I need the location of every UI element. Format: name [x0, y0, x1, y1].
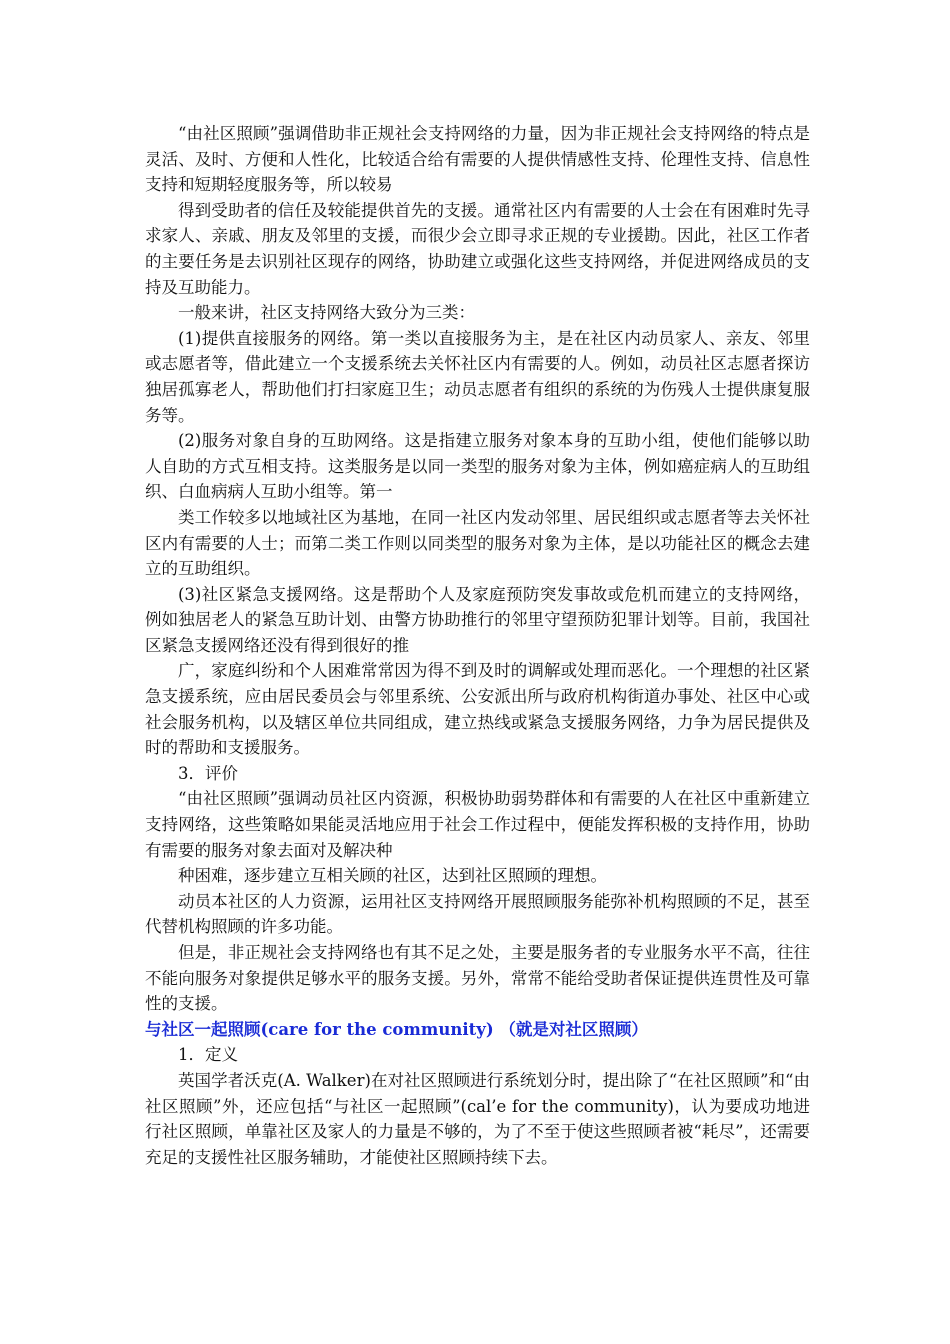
paragraph: 得到受助者的信任及较能提供首先的支援。通常社区内有需要的人士会在有困难时先寻求家人、亲戚、朋友及邻里的支援，而很少会立即寻求正规的专业援勘。因此，社区工作者的主要任务是去识别社区现存的网络，协助建立或强化这些支持网络，并促进网络成员的支持及互助能力。	[145, 200, 810, 297]
paragraph: 种困难，逐步建立互相关顾的社区，达到社区照顾的理想。	[178, 866, 607, 886]
paragraph: 动员本社区的人力资源，运用社区支持网络开展照顾服务能弥补机构照顾的不足，甚至代替机构照顾的许多功能。	[145, 891, 810, 937]
paragraph: 一般来讲，社区支持网络大致分为三类：	[178, 303, 475, 323]
section-heading: 与社区一起照顾(care for the community) （就是对社区照顾）	[145, 1019, 648, 1039]
paragraph: 但是，非正规社会支持网络也有其不足之处，主要是服务者的专业服务水平不高，往往不能向服务对象提供足够水平的服务支援。另外，常常不能给受助者保证提供连贯性及可靠性的支援。	[145, 943, 810, 1014]
paragraph: 类工作较多以地域社区为基地，在同一社区内发动邻里、居民组织或志愿者等去关怀社区内有需要的人士；而第二类工作则以同类型的服务对象为主体，是以功能社区的概念去建立的互助组织。	[145, 507, 810, 579]
paragraph: 英国学者沃克(A. Walker)在对社区照顾进行系统划分时，提出除了“在社区照顾”和“由社区照顾”外，还应包括“与社区一起照顾”(cal’e for the community)，认为要成功地进行社区照顾，单靠社区及家人的力量是不够的，为了不至于使这些照顾者被“耗尽”，还需要充足的支援性社区服务辅助，才能使社区照顾持续下去。	[145, 1070, 810, 1167]
paragraph: (2)服务对象自身的互助网络。这是指建立服务对象本身的互助小组，使他们能够以助人自助的方式互相支持。这类服务是以同一类型的服务对象为主体，例如癌症病人的互助组织、白血病病人互助小组等。第一	[145, 431, 810, 502]
section-number: 1．定义	[178, 1045, 238, 1065]
paragraph: (1)提供直接服务的网络。第一类以直接服务为主，是在社区内动员家人、亲友、邻里或志愿者等，借此建立一个支援系统去关怀社区内有需要的人。例如，动员社区志愿者探访独居孤寡老人，帮助他们打扫家庭卫生；动员志愿者有组织的系统的为伤残人士提供康复服务等。	[145, 328, 810, 425]
paragraph: 广，家庭纠纷和个人困难常常因为得不到及时的调解或处理而恶化。一个理想的社区紧急支援系统，应由居民委员会与邻里系统、公安派出所与政府机构街道办事处、社区中心或社会服务机构，以及辖区单位共同组成，建立热线或紧急支援服务网络，力争为居民提供及时的帮助和支援服务。	[145, 661, 810, 758]
document-body	[145, 121, 810, 1170]
section-number: 3．评价	[178, 763, 238, 783]
paragraph: “由社区照顾”强调动员社区内资源，积极协助弱势群体和有需要的人在社区中重新建立支持网络，这些策略如果能灵活地应用于社会工作过程中，便能发挥积极的支持作用，协助有需要的服务对象去面对及解决种	[145, 789, 810, 860]
paragraph: “由社区照顾”强调借助非正规社会支持网络的力量，因为非正规社会支持网络的特点是灵活、及时、方便和人性化，比较适合给有需要的人提供情感性支持、伦理性支持、信息性支持和短期轻度服务等，所以较易	[145, 124, 810, 195]
paragraph: (3)社区紧急支援网络。这是帮助个人及家庭预防突发事故或危机而建立的支持网络，例如独居老人的紧急互助计划、由警方协助推行的邻里守望预防犯罪计划等。目前，我国社区紧急支援网络还没有得到很好的推	[145, 584, 810, 655]
